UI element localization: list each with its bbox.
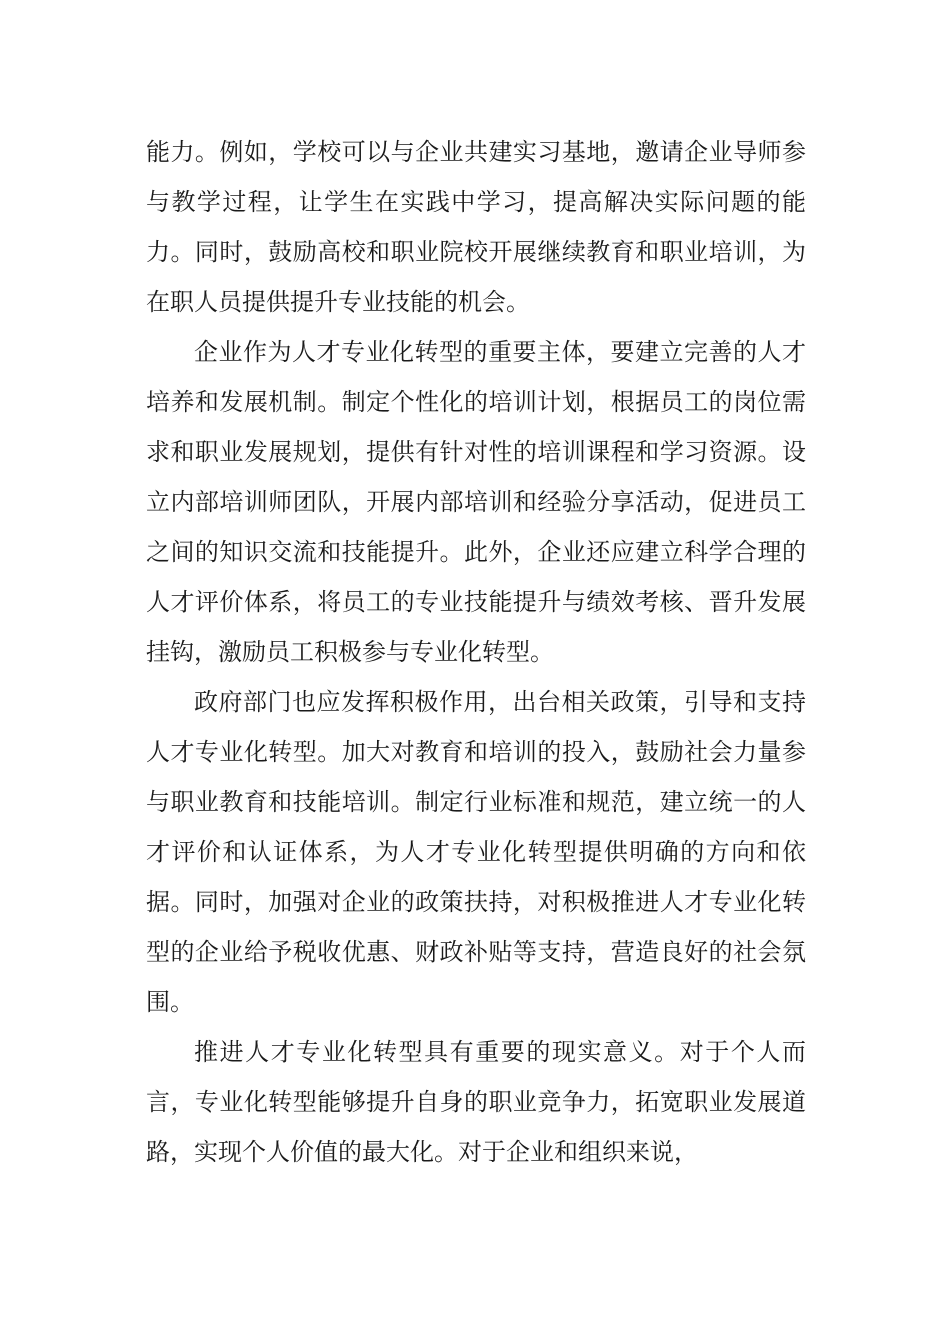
paragraph-enterprise: 企业作为人才专业化转型的重要主体，要建立完善的人才培养和发展机制。制定个性化的培训计划，根据员工的岗位需求和职业发展规划，提供有针对性的培训课程和学习资源。设立内部培训师团队，开展内部培训和经验分享活动，促进员工之间的知识交流和技能提升。此外，企业还应建立科学合理的人才评价体系，将员工的专业技能提升与绩效考核、晋升发展挂钩，激励员工积极参与专业化转型。 [146, 338, 806, 666]
paragraph-significance: 推进人才专业化转型具有重要的现实意义。对于个人而言，专业化转型能够提升自身的职业竞争力，拓宽职业发展道路，实现个人价值的最大化。对于企业和组织来说， [146, 1038, 806, 1166]
paragraph-government: 政府部门也应发挥积极作用，出台相关政策，引导和支持人才专业化转型。加大对教育和培训的投入，鼓励社会力量参与职业教育和技能培训。制定行业标准和规范，建立统一的人才评价和认证体系，为人才专业化转型提供明确的方向和依据。同时，加强对企业的政策扶持，对积极推进人才专业化转型的企业给予税收优惠、财政补贴等支持，营造良好的社会氛围。 [146, 688, 806, 1016]
paragraph-continuation: 能力。例如，学校可以与企业共建实习基地，邀请企业导师参与教学过程，让学生在实践中学习，提高解决实际问题的能力。同时，鼓励高校和职业院校开展继续教育和职业培训，为在职人员提供提升专业技能的机会。 [146, 138, 806, 316]
document-body [146, 127, 806, 1177]
